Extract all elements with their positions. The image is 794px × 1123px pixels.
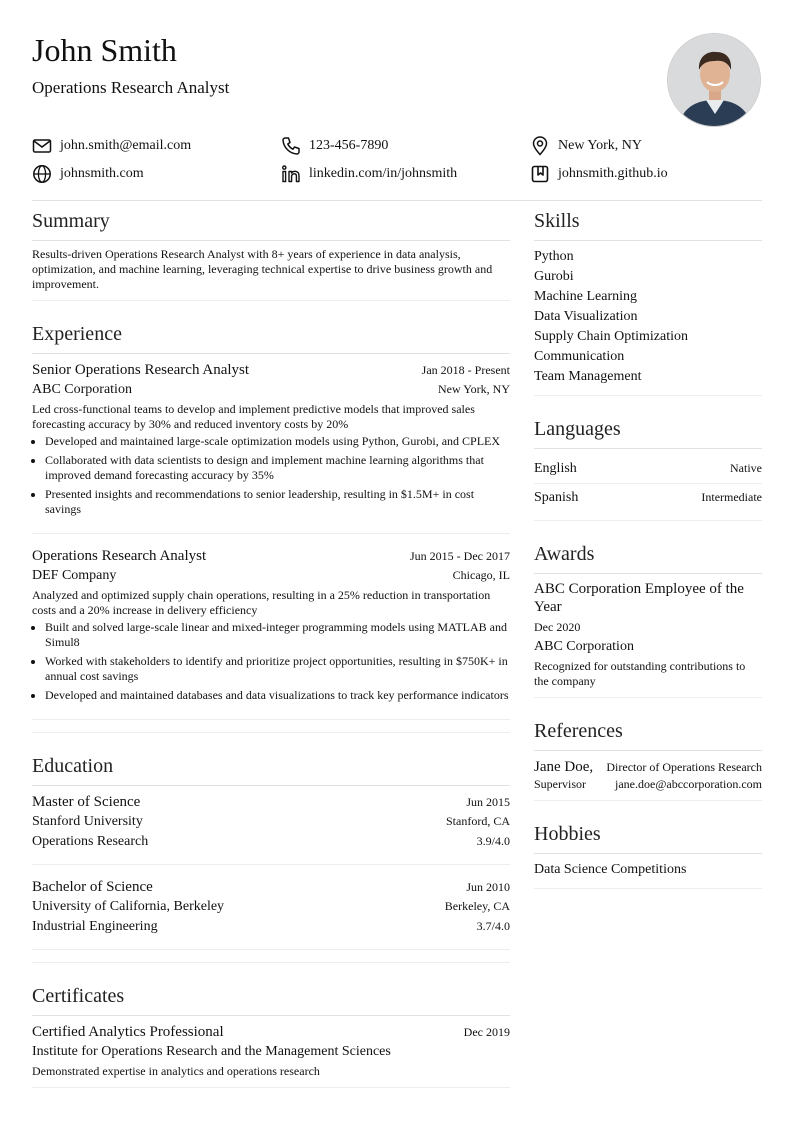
reference-email: jane.doe@abccorporation.com bbox=[615, 777, 762, 791]
job-bullet: • Collaborated with data scientists to design and implement machine learning algorithms that improved demand forecasting accuracy by 35% bbox=[45, 453, 510, 483]
award-name: ABC Corporation Employee of the Year bbox=[534, 581, 744, 615]
skill-item: Python bbox=[534, 249, 574, 264]
skill-item: Gurobi bbox=[534, 269, 574, 284]
skills-heading: Skills bbox=[534, 208, 762, 241]
skill-item: Team Management bbox=[534, 369, 642, 384]
references-section bbox=[534, 718, 762, 801]
hobbies-section bbox=[534, 821, 762, 889]
graduation-date: Jun 2010 bbox=[466, 880, 510, 894]
education-item bbox=[32, 792, 510, 865]
contact-location bbox=[530, 136, 642, 156]
job-bullet: • Presented insights and recommendations to senior leadership, resulting in $1.5M+ in cost savings bbox=[45, 487, 510, 517]
certificate-issuer: Institute for Operations Research and the Management Sciences bbox=[32, 1044, 391, 1059]
reference-position: Director of Operations Research bbox=[606, 760, 762, 774]
experience-section bbox=[32, 321, 510, 733]
certificates-heading: Certificates bbox=[32, 983, 510, 1016]
field-of-study: Industrial Engineering bbox=[32, 919, 158, 934]
person-portrait-icon bbox=[668, 34, 761, 127]
summary-section bbox=[32, 208, 510, 301]
location-text: New York, NY bbox=[558, 138, 643, 153]
school-location: Berkeley, CA bbox=[444, 899, 510, 913]
header-divider bbox=[32, 200, 762, 201]
degree: Bachelor of Science bbox=[32, 879, 153, 895]
candidate-name: John Smith bbox=[32, 32, 177, 68]
degree: Master of Science bbox=[32, 794, 141, 810]
language-level: Native bbox=[730, 461, 762, 475]
job-bullet: • Developed and maintained large-scale optimization models using Python, Gurobi, and CPLEX bbox=[45, 434, 510, 449]
main-column bbox=[32, 208, 510, 1108]
job-bullet: • Developed and maintained databases and data visualizations to track key performance indicators bbox=[45, 688, 510, 703]
experience-item bbox=[32, 546, 510, 720]
language-name: Spanish bbox=[534, 490, 579, 505]
language-level: Intermediate bbox=[701, 490, 762, 504]
bookmark-page-icon bbox=[530, 164, 550, 184]
reference-name: Jane Doe, bbox=[534, 759, 594, 775]
side-column bbox=[534, 208, 762, 909]
contact-email[interactable] bbox=[32, 136, 191, 156]
job-location: Chicago, IL bbox=[452, 568, 510, 582]
job-location: New York, NY bbox=[437, 382, 510, 396]
contact-github[interactable] bbox=[530, 164, 668, 184]
job-bullet: • Worked with stakeholders to identify and prioritize project opportunities, resulting in $750K+ in annual cost savings bbox=[45, 654, 510, 684]
school: University of California, Berkeley bbox=[32, 899, 225, 914]
awards-section bbox=[534, 541, 762, 698]
map-pin-icon bbox=[530, 136, 550, 156]
skill-item: Machine Learning bbox=[534, 289, 638, 304]
award-issuer: ABC Corporation bbox=[534, 639, 634, 654]
contact-phone[interactable] bbox=[281, 136, 388, 156]
languages-section bbox=[534, 416, 762, 521]
school: Stanford University bbox=[32, 814, 143, 829]
field-of-study: Operations Research bbox=[32, 834, 149, 849]
job-bullets bbox=[32, 434, 510, 517]
job-role: Senior Operations Research Analyst bbox=[32, 362, 250, 378]
awards-heading: Awards bbox=[534, 541, 762, 574]
certificates-section bbox=[32, 983, 510, 1088]
reference-relation: Supervisor bbox=[534, 777, 586, 791]
skills-section bbox=[534, 208, 762, 396]
languages-heading: Languages bbox=[534, 416, 762, 449]
job-company: DEF Company bbox=[32, 568, 117, 583]
graduation-date: Jun 2015 bbox=[466, 795, 510, 809]
profile-photo bbox=[667, 33, 761, 127]
linkedin-icon bbox=[281, 164, 301, 184]
language-item bbox=[534, 455, 762, 484]
skills-list bbox=[534, 247, 762, 387]
job-bullet: • Built and solved large-scale linear and mixed-integer programming models using MATLAB and Simul8 bbox=[45, 620, 510, 650]
language-name: English bbox=[534, 461, 577, 476]
contact-linkedin[interactable] bbox=[281, 164, 457, 184]
education-section bbox=[32, 753, 510, 963]
gpa: 3.7/4.0 bbox=[476, 919, 510, 933]
language-item bbox=[534, 484, 762, 512]
phone-text: 123-456-7890 bbox=[309, 138, 389, 153]
school-location: Stanford, CA bbox=[446, 814, 510, 828]
job-dates: Jan 2018 - Present bbox=[421, 363, 510, 377]
skill-item: Supply Chain Optimization bbox=[534, 329, 688, 344]
skill-item: Communication bbox=[534, 349, 625, 364]
gpa: 3.9/4.0 bbox=[476, 834, 510, 848]
github-text: johnsmith.github.io bbox=[558, 166, 668, 181]
experience-heading: Experience bbox=[32, 321, 510, 354]
job-company: ABC Corporation bbox=[32, 382, 132, 397]
references-heading: References bbox=[534, 718, 762, 751]
globe-icon bbox=[32, 164, 52, 184]
certificate-name: Certified Analytics Professional bbox=[32, 1024, 224, 1040]
award-date: Dec 2020 bbox=[534, 620, 581, 634]
summary-heading: Summary bbox=[32, 208, 510, 241]
award-description: Recognized for outstanding contributions to the company bbox=[534, 659, 746, 688]
hobbies-heading: Hobbies bbox=[534, 821, 762, 854]
website-text: johnsmith.com bbox=[60, 166, 144, 181]
mail-icon bbox=[32, 136, 52, 156]
certificate-date: Dec 2019 bbox=[463, 1025, 510, 1039]
linkedin-text: linkedin.com/in/johnsmith bbox=[309, 166, 458, 181]
job-role: Operations Research Analyst bbox=[32, 548, 207, 564]
job-summary: Analyzed and optimized supply chain operations, resulting in a 25% reduction in transportation costs and a 20% increase in delivery efficiency bbox=[32, 588, 491, 617]
skill-item: Data Visualization bbox=[534, 309, 638, 324]
email-text: john.smith@email.com bbox=[60, 138, 192, 153]
experience-item bbox=[32, 360, 510, 534]
phone-icon bbox=[281, 136, 301, 156]
education-heading: Education bbox=[32, 753, 510, 786]
contact-website[interactable] bbox=[32, 164, 144, 184]
education-item bbox=[32, 877, 510, 950]
certificate-description: Demonstrated expertise in analytics and operations research bbox=[32, 1064, 320, 1078]
job-summary: Led cross-functional teams to develop and implement predictive models that improved sales forecasting accuracy by 30% and reduced inventory costs by 20% bbox=[32, 402, 475, 431]
candidate-title: Operations Research Analyst bbox=[32, 78, 230, 97]
summary-text: Results-driven Operations Research Analyst with 8+ years of experience in data analysis, optimization, and machine learning, leveraging technical expertise to drive business growth and improvement. bbox=[32, 247, 493, 291]
job-bullets bbox=[32, 620, 510, 703]
hobby-item: Data Science Competitions bbox=[534, 862, 687, 877]
job-dates: Jun 2015 - Dec 2017 bbox=[410, 549, 510, 563]
